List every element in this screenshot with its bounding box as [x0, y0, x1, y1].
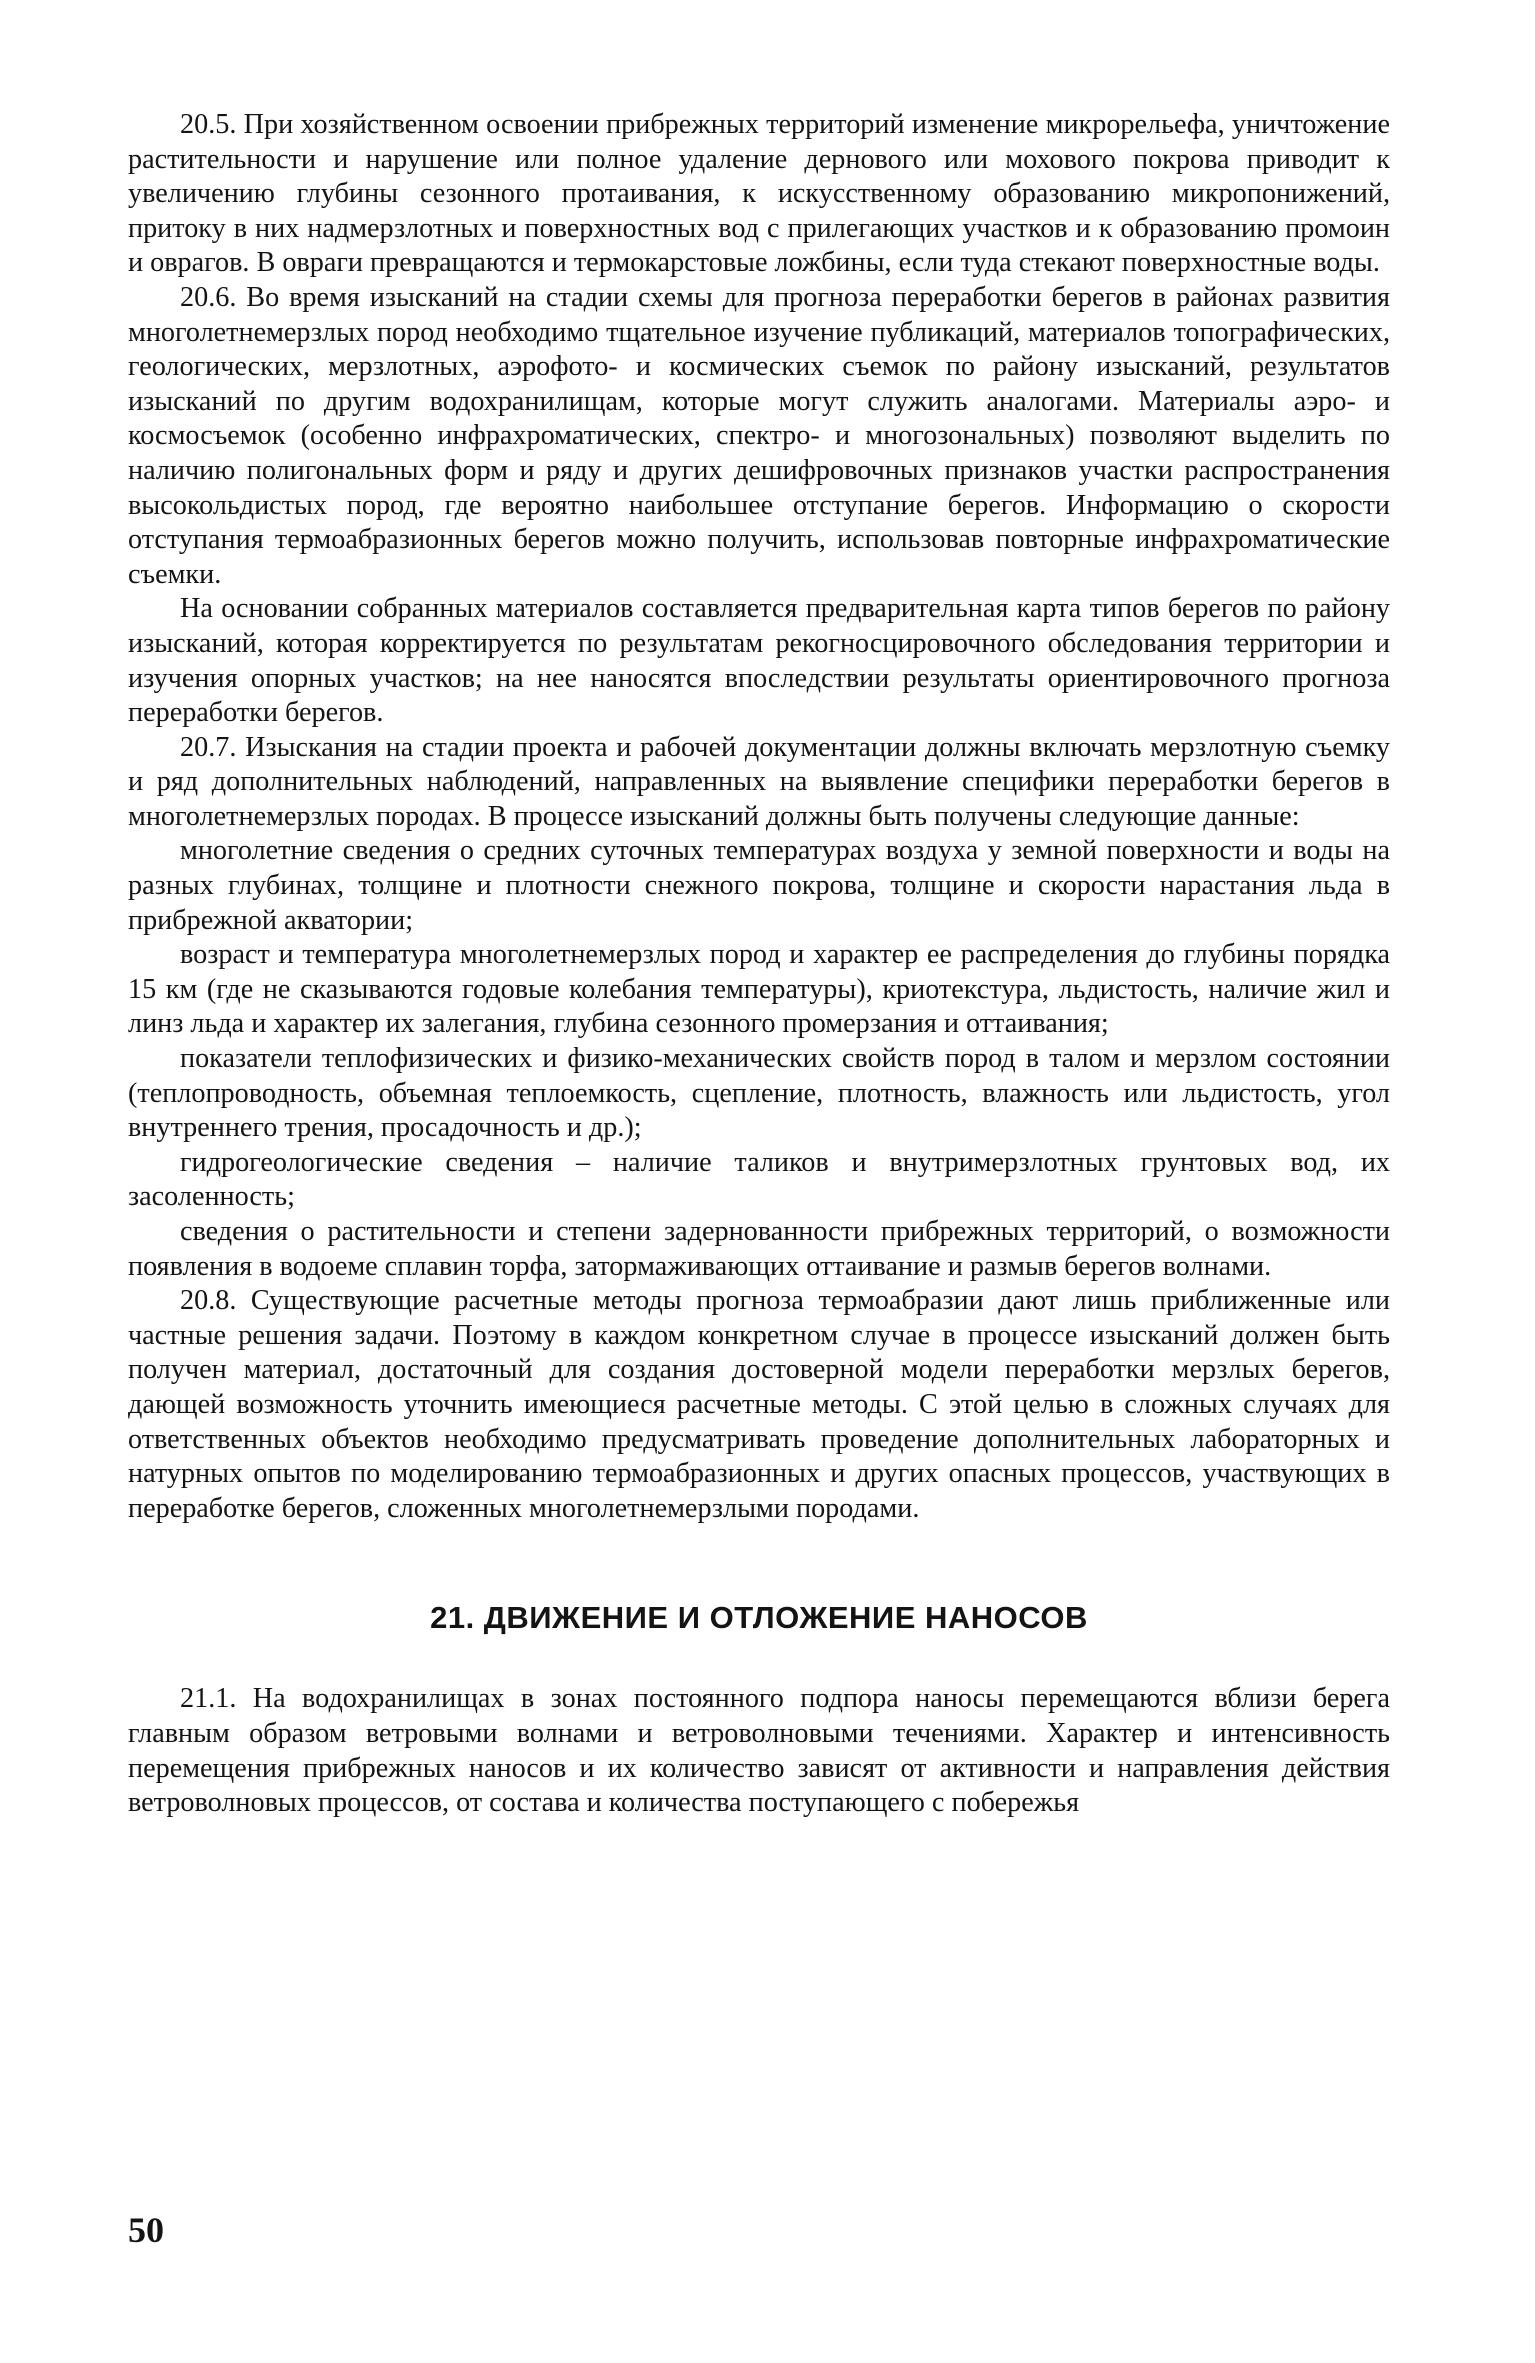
paragraph-20-8: 20.8. Существующие расчетные методы прогноза термоабразии дают лишь приближенные или частные решения задачи. Поэтому в каждом конкретном случае в процессе изысканий должен быть получен материал, достаточный для создания достоверной модели переработки мерзлых берегов, дающей возможность уточнить имеющиеся расчетные методы. С этой целью в сложных случаях для ответственных объектов необходимо предусматривать проведение дополнительных лабораторных и натурных опытов по моделированию термоабразионных и других опасных процессов, участвующих в переработке берегов, сложенных многолетнемерзлыми породами.	[128, 1285, 1390, 1524]
paragraph-preliminary-map: На основании собранных материалов составляется предварительная карта типов берегов по району изысканий, которая корректируется по результатам рекогносцировочного обследования территории и изучения опорных участков; на нее наносятся впоследствии результаты ориентировочного прогноза переработки берегов.	[128, 593, 1390, 729]
paragraph-20-6: 20.6. Во время изысканий на стадии схемы для прогноза переработки берегов в районах развития многолетнемерзлых пород необходимо тщательное изучение публикаций, материалов топографических, геологических, мерзлотных, аэрофото- и космических съемок по району изысканий, результатов изысканий по другим водохранилищам, которые могут служить аналогами. Материалы аэро- и космосъемок (особенно инфрахроматических, спектро- и многозональных) позволяют выделить по наличию полигональных форм и ряду и других дешифровочных признаков участки распространения высокольдистых пород, где вероятно наибольшее отступание берегов. Информацию о скорости отступания термоабразионных берегов можно получить, использовав повторные инфрахроматические съемки.	[128, 281, 1390, 590]
section-heading: 21. ДВИЖЕНИЕ И ОТЛОЖЕНИЕ НАНОСОВ	[430, 1600, 1088, 1636]
list-item-thermophysical-properties: показатели теплофизических и физико-механических свойств пород в талом и мерзлом состоянии (теплопроводность, объемная теплоемкость, сцепление, плотность, влажность или льдистость, угол внутреннего трения, просадочность и др.);	[128, 1043, 1390, 1144]
paragraph-20-5: 20.5. При хозяйственном освоении прибрежных территорий изменение микрорельефа, уничтожение растительности и нарушение или полное удаление дернового или мохового покрова приводит к увеличению глубины сезонного протаивания, к искусственному образованию микропонижений, притоку в них надмерзлотных и поверхностных вод с прилегающих участков и к образованию промоин и оврагов. В овраги превращаются и термокарстовые ложбины, если туда стекают поверхностные воды.	[128, 109, 1390, 279]
list-item-vegetation: сведения о растительности и степени задернованности прибрежных территорий, о возможности появления в водоеме сплавин торфа, затормаживающих оттаивание и размыв берегов волнами.	[128, 1216, 1390, 1282]
document-page	[128, 108, 1390, 1821]
paragraph-21-1: 21.1. На водохранилищах в зонах постоянного подпора наносы перемещаются вблизи берега главным образом ветровыми волнами и ветроволновыми течениями. Характер и интенсивность перемещения прибрежных наносов и их количество зависят от активности и направления действия ветроволновых процессов, от состава и количества поступающего с побережья	[128, 1683, 1390, 1819]
paragraph-20-7: 20.7. Изыскания на стадии проекта и рабочей документации должны включать мерзлотную съемку и ряд дополнительных наблюдений, направленных на выявление специфики переработки берегов в многолетнемерзлых породах. В процессе изысканий должны быть получены следующие данные:	[128, 731, 1390, 832]
list-item-temperature-data: многолетние сведения о средних суточных температурах воздуха у земной поверхности и воды на разных глубинах, толщине и плотности снежного покрова, толщине и скорости нарастания льда в прибрежной акватории;	[128, 835, 1390, 936]
page-number: 50	[128, 2210, 164, 2250]
list-item-hydrogeology: гидрогеологические сведения – наличие таликов и внутримерзлотных грунтовых вод, их засоленность;	[128, 1146, 1390, 1213]
list-item-permafrost-age: возраст и температура многолетнемерзлых пород и характер ее распределения до глубины порядка 15 км (где не сказываются годовые колебания температуры), криотекстура, льдистость, наличие жил и линз льда и характер их залегания, глубина сезонного промерзания и оттаивания;	[128, 939, 1390, 1040]
